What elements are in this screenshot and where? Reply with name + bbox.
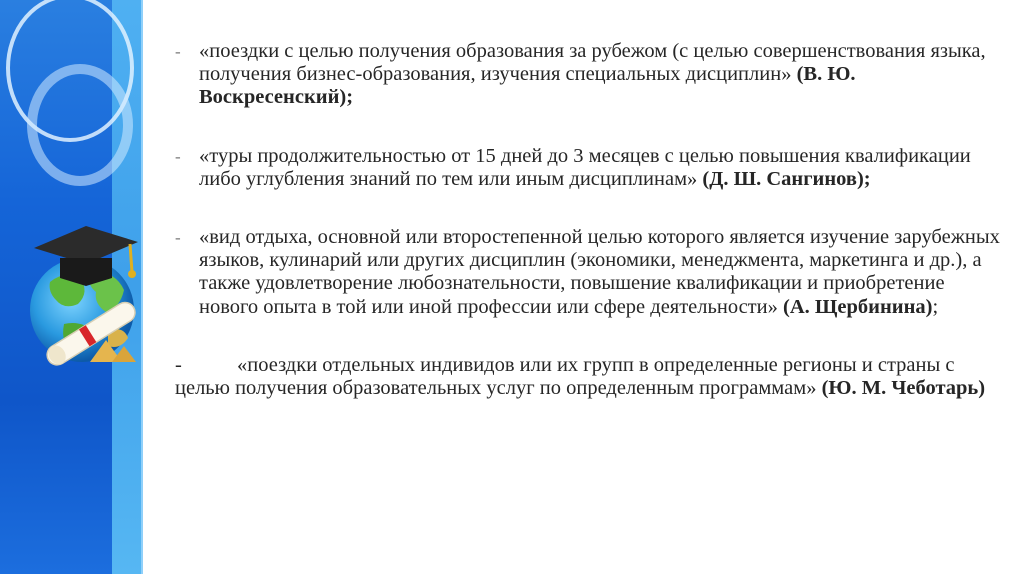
bullet-marker: - xyxy=(175,146,181,166)
definition-item-2 xyxy=(175,145,1000,191)
dash-marker: - xyxy=(175,353,182,376)
bullet-marker: - xyxy=(175,228,181,248)
definition-author: (Ю. М. Чеботарь) xyxy=(821,377,986,400)
definition-author: (А. Щербинина) xyxy=(783,295,933,318)
bullet-marker: - xyxy=(175,42,181,61)
definition-item-3 xyxy=(175,226,1000,319)
definition-item-1 xyxy=(175,40,1000,110)
definition-author: (В. Ю. Воскресенский); xyxy=(199,63,856,109)
definition-text: «поездки с целью получения образования за рубежом (с целью совершенствования языка, получения бизнес-образования, изучения специальных дисциплин» xyxy=(199,40,986,86)
definition-item-4 xyxy=(175,354,1000,400)
definition-tail: ; xyxy=(932,295,939,318)
definition-text: «поездки отдельных индивидов или их групп в определенные регионы и страны с целью получения образовательных услуг по определенным программам» xyxy=(175,353,955,400)
definition-text: «вид отдыха, основной или второстепенной целью которого является изучение зарубежных языков, кулинарий или других дисциплин (экономики, менеджмента, маркетинга и др.), а также удовлетворение любознательности, повышение квалификации и приобретение нового опыта в той или иной профессии или сфере деятельности» xyxy=(199,226,1000,318)
graduation-globe-diploma-icon xyxy=(20,212,150,382)
definition-text: «туры продолжительностью от 15 дней до 3 месяцев с целью повышения квалификации либо углубления знаний по тем или иным дисциплинам» xyxy=(199,144,971,190)
definitions-list xyxy=(175,40,1000,435)
definition-author: (Д. Ш. Сангинов); xyxy=(702,167,871,190)
